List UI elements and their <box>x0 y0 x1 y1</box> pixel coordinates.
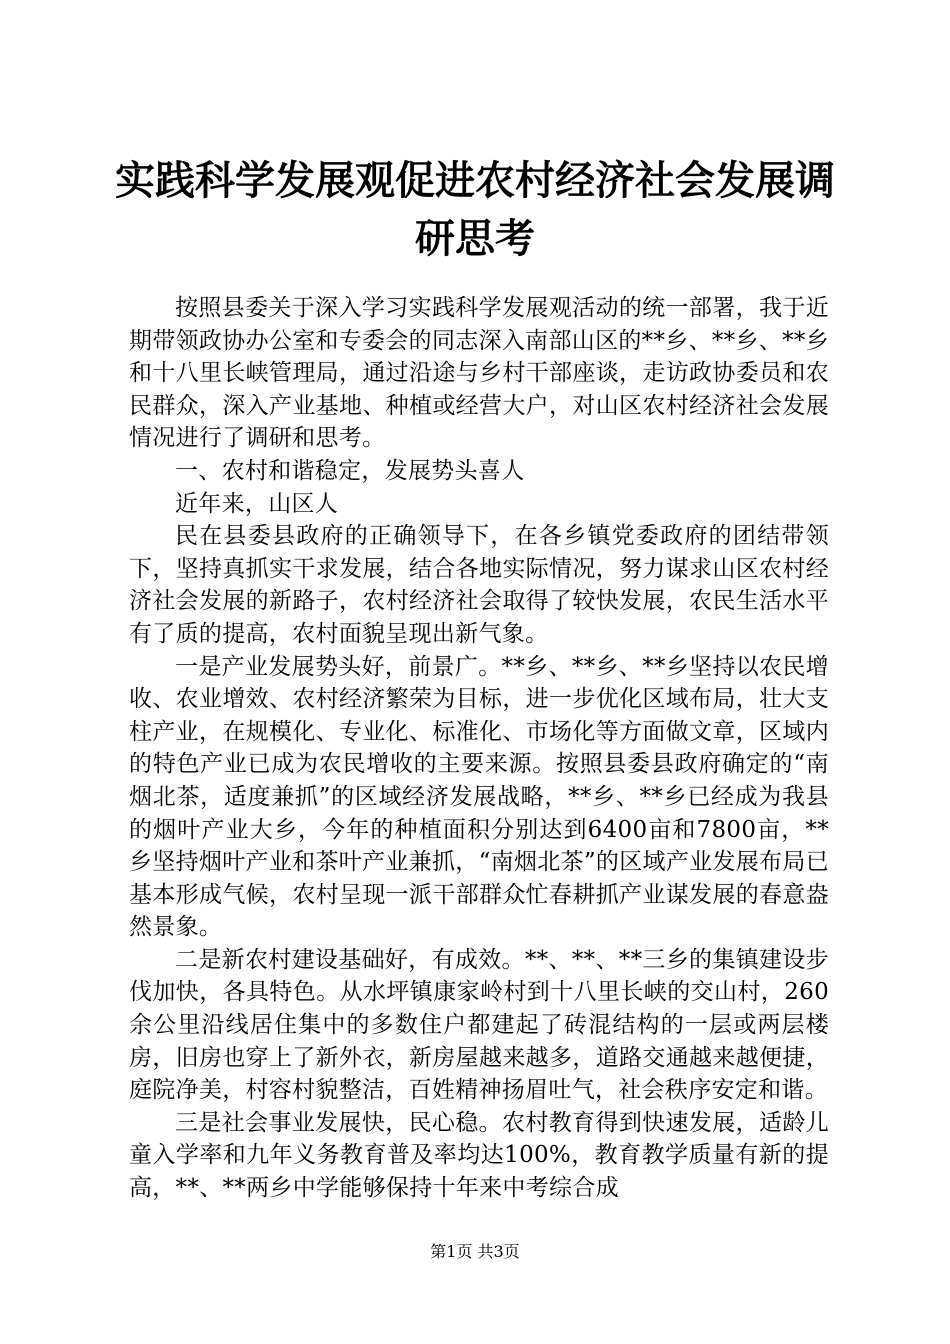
paragraph-intro: 按照县委关于深入学习实践科学发展观活动的统一部署，我于近期带领政协办公室和专委会的同志深入南部山区的**乡、**乡、**乡和十八里长峡管理局，通过沿途与乡村干部座谈，走访政协委员和农民群众，深入产业基地、种植或经营大户，对山区农村经济社会发展情况进行了调研和思考。 <box>129 295 829 452</box>
paragraph-overview: 民在县委县政府的正确领导下，在各乡镇党委政府的团结带领下，坚持真抓实干求发展，结合各地实际情况，努力谋求山区农村经济社会发展的新路子，农村经济社会取得了较快发展，农民生活水平有了质的提高，农村面貌呈现出新气象。 <box>129 523 829 647</box>
paragraph-industry: 一是产业发展势头好，前景广。**乡、**乡、**乡坚持以农民增收、农业增效、农村经济繁荣为目标，进一步优化区域布局，壮大支柱产业，在规模化、专业化、标准化、市场化等方面做文章，区域内的特色产业已成为农民增收的主要来源。按照县委县政府确定的“南烟北茶，适度兼抓”的区域经济发展战略，**乡、**乡已经成为我县的烟叶产业大乡，今年的种植面积分别达到6400亩和7800亩，**乡坚持烟叶产业和茶叶产业兼抓，“南烟北茶”的区域产业发展布局已基本形成气候，农村呈现一派干部群众忙春耕抓产业谋发展的春意盎然景象。 <box>129 653 829 941</box>
document-title: 实践科学发展观促进农村经济社会发展调研思考 <box>115 158 835 262</box>
paragraph-fragment: 近年来，山区人 <box>175 490 339 517</box>
document-body <box>129 292 829 1205</box>
section-heading-1: 一、农村和谐稳定，发展势头喜人 <box>175 457 525 484</box>
page-number: 第1页 共3页 <box>430 1242 520 1261</box>
paragraph-social-affairs: 三是社会事业发展快，民心稳。农村教育得到快速发展，适龄儿童入学率和九年义务教育普及率均达100%，教育教学质量有新的提高，**、**两乡中学能够保持十年来中考综合成 <box>129 1109 829 1202</box>
paragraph-new-countryside: 二是新农村建设基础好，有成效。**、**、**三乡的集镇建设步伐加快，各具特色。从水坪镇康家岭村到十八里长峡的交山村，260余公里沿线居住集中的多数住户都建起了砖混结构的一层或两层楼房，旧房也穿上了新外衣，新房屋越来越多，道路交通越来越便捷，庭院净美，村容村貌整洁，百姓精神扬眉吐气，社会秩序安定和谐。 <box>129 946 829 1104</box>
